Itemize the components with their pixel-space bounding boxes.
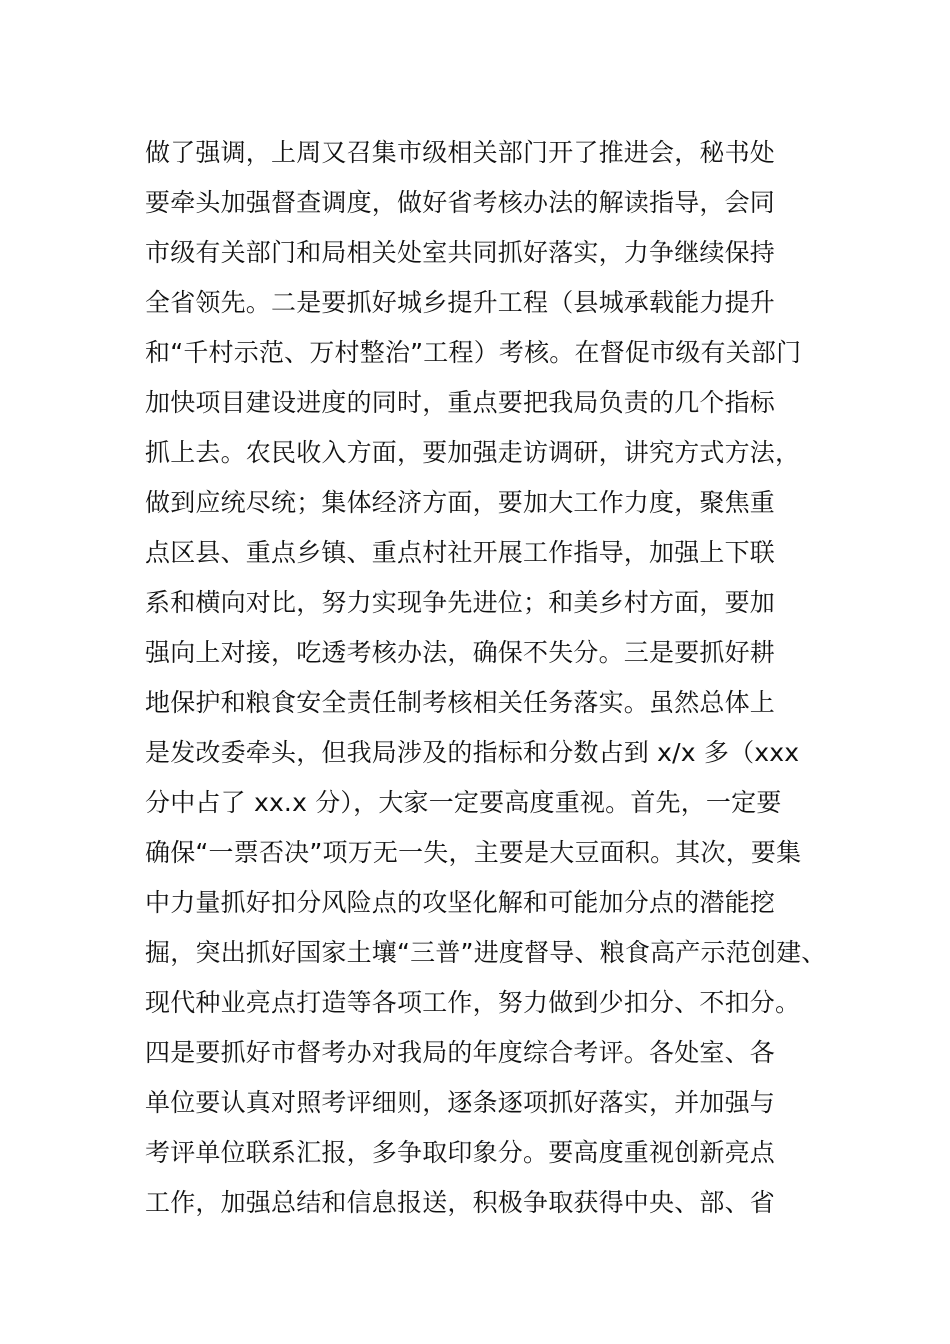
- text-line: 做了强调，上周又召集市级相关部门开了推进会，秘书处: [145, 138, 776, 167]
- text-line: 全省领先。二是要抓好城乡提升工程（县城承载能力提升: [145, 288, 776, 317]
- body-text: [145, 128, 845, 1228]
- text-line: 和“千村示范、万村整治”工程）考核。在督促市级有关部门: [145, 338, 802, 367]
- text-line: 分中占了 xx.x 分），大家一定要高度重视。首先，一定要: [145, 788, 782, 817]
- text-line: 四是要抓好市督考办对我局的年度综合考评。各处室、各: [145, 1038, 776, 1067]
- text-line: 系和横向对比，努力实现争先进位；和美乡村方面，要加: [145, 588, 776, 617]
- text-line: 地保护和粮食安全责任制考核相关任务落实。虽然总体上: [145, 688, 776, 717]
- text-line: 是发改委牵头，但我局涉及的指标和分数占到 x/x 多（xxx: [145, 738, 800, 767]
- text-line: 抓上去。农民收入方面，要加强走访调研，讲究方式方法，: [145, 438, 801, 467]
- text-line: 市级有关部门和局相关处室共同抓好落实，力争继续保持: [145, 238, 776, 267]
- text-line: 做到应统尽统；集体经济方面，要加大工作力度，聚焦重: [145, 488, 776, 517]
- text-line: 强向上对接，吃透考核办法，确保不失分。三是要抓好耕: [145, 638, 776, 667]
- text-line: 工作，加强总结和信息报送，积极争取获得中央、部、省: [145, 1188, 776, 1217]
- text-line: 现代种业亮点打造等各项工作，努力做到少扣分、不扣分。: [145, 988, 801, 1017]
- text-line: 确保“一票否决”项万无一失，主要是大豆面积。其次，要集: [145, 838, 802, 867]
- text-line: 加快项目建设进度的同时，重点要把我局负责的几个指标: [145, 388, 776, 417]
- text-line: 考评单位联系汇报，多争取印象分。要高度重视创新亮点: [145, 1138, 776, 1167]
- text-line: 要牵头加强督查调度，做好省考核办法的解读指导，会同: [145, 188, 776, 217]
- text-line: 单位要认真对照考评细则，逐条逐项抓好落实，并加强与: [145, 1088, 776, 1117]
- text-line: 掘，突出抓好国家土壤“三普”进度督导、粮食高产示范创建、: [145, 938, 827, 967]
- text-line: 点区县、重点乡镇、重点村社开展工作指导，加强上下联: [145, 538, 776, 567]
- text-line: 中力量抓好扣分风险点的攻坚化解和可能加分点的潜能挖: [145, 888, 776, 917]
